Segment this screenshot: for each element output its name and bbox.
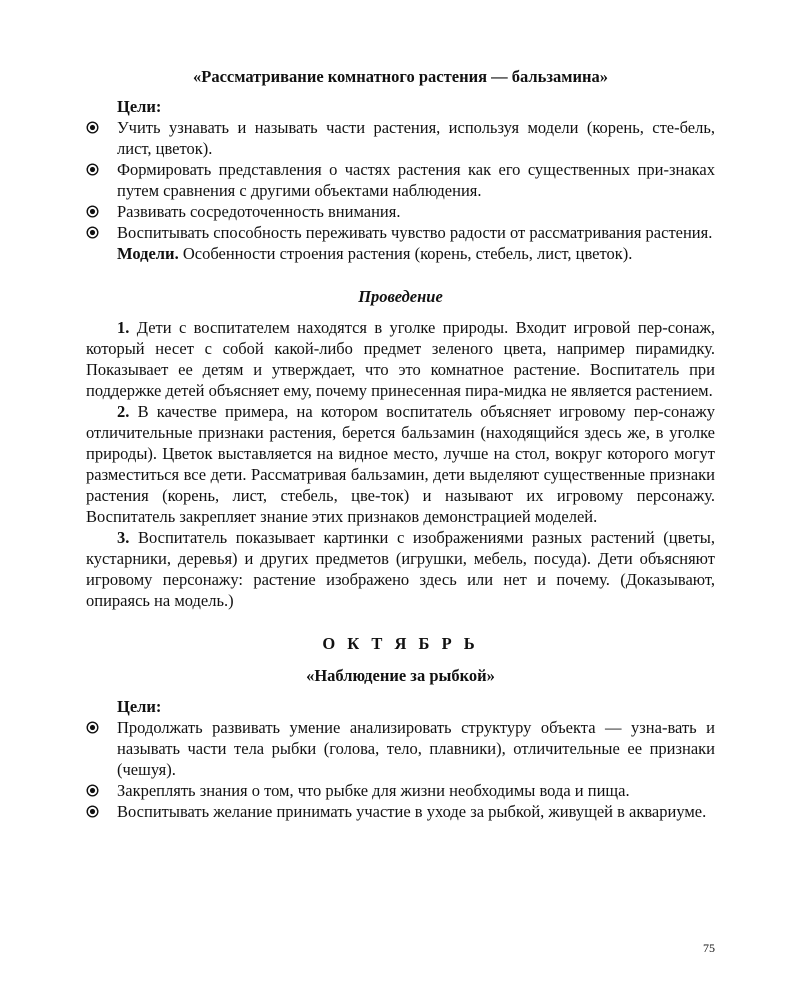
list-item xyxy=(86,201,715,222)
circle-bullet-icon xyxy=(86,226,99,239)
models-line xyxy=(117,243,715,264)
list-item xyxy=(86,117,715,159)
lesson1-title: «Рассматривание комнатного растения — бальзамина» xyxy=(192,67,609,86)
list-item xyxy=(86,222,715,243)
month-heading: О К Т Я Б Р Ь xyxy=(322,634,479,653)
goal-text: Учить узнавать и называть части растения, используя модели (корень, сте-бель, лист, цветок). xyxy=(117,118,715,158)
lesson1-goals-label: Цели: xyxy=(117,97,162,116)
lesson1-goals-list xyxy=(86,117,715,243)
goal-text: Воспитывать желание принимать участие в уходе за рыбкой, живущей в аквариуме. xyxy=(117,802,707,821)
list-item xyxy=(86,780,715,801)
step-number: 2. xyxy=(117,402,130,421)
circle-bullet-icon xyxy=(86,121,99,134)
step-paragraph xyxy=(86,401,715,527)
models-label: Модели. xyxy=(117,244,179,263)
page-content xyxy=(86,66,715,822)
page-number: 75 xyxy=(703,941,715,955)
goal-text: Формировать представления о частях растения как его существенных при-знаках путем сравнения с другими объектами наблюдения. xyxy=(117,160,715,200)
circle-bullet-icon xyxy=(86,805,99,818)
models-text: Особенности строения растения (корень, стебель, лист, цветок). xyxy=(182,244,633,263)
circle-bullet-icon xyxy=(86,163,99,176)
step-number: 3. xyxy=(117,528,130,547)
list-item xyxy=(86,801,715,822)
circle-bullet-icon xyxy=(86,205,99,218)
goal-text: Развивать сосредоточенность внимания. xyxy=(117,202,401,221)
circle-bullet-icon xyxy=(86,721,99,734)
step-number: 1. xyxy=(117,318,130,337)
list-item xyxy=(86,159,715,201)
goal-text: Закреплять знания о том, что рыбке для жизни необходимы вода и пища. xyxy=(117,781,630,800)
step-text: Воспитатель показывает картинки с изображениями разных растений (цветы, кустарники, деревья) и других предметов (игрушки, мебель, посуда). Дети объясняют игровому персонажу: растение изображено здесь или нет и почему. (Доказывают, опираясь на модель.) xyxy=(86,528,716,610)
lesson2-goals-label: Цели: xyxy=(117,697,162,716)
goal-text: Продолжать развивать умение анализировать структуру объекта — узна-вать и называть части тела рыбки (голова, тело, плавники), отличительные ее признаки (чешуя). xyxy=(117,718,715,779)
step-text: Дети с воспитателем находятся в уголке природы. Входит игровой пер-сонаж, который несет с собой какой-либо предмет зеленого цвета, например пирамидку. Показывает ее детям и утверждает, что это комнатное растение. Воспитатель при поддержке детей объясняет ему, почему принесенная пира-мидка не является растением. xyxy=(86,318,715,400)
lesson2-title: «Наблюдение за рыбкой» xyxy=(306,666,495,685)
step-paragraph xyxy=(86,527,715,611)
step-paragraph xyxy=(86,317,715,401)
step-text: В качестве примера, на котором воспитатель объясняет игровому пер-сонажу отличительные признаки растения, берется бальзамин (находящийся здесь же, в уголке природы). Цветок выставляется на видное место, лучше на стол, вокруг которого могут разместиться все дети. Рассматривая бальзамин, дети выделяют существенные признаки растения (корень, лист, стебель, цве-ток) и называют их игровому персонажу. Воспитатель закрепляет знание этих признаков демонстрацией моделей. xyxy=(86,402,715,526)
lesson2-goals-list xyxy=(86,717,715,822)
procedure-heading: Проведение xyxy=(358,287,443,306)
circle-bullet-icon xyxy=(86,784,99,797)
goal-text: Воспитывать способность переживать чувство радости от рассматривания растения. xyxy=(117,223,713,242)
list-item xyxy=(86,717,715,780)
